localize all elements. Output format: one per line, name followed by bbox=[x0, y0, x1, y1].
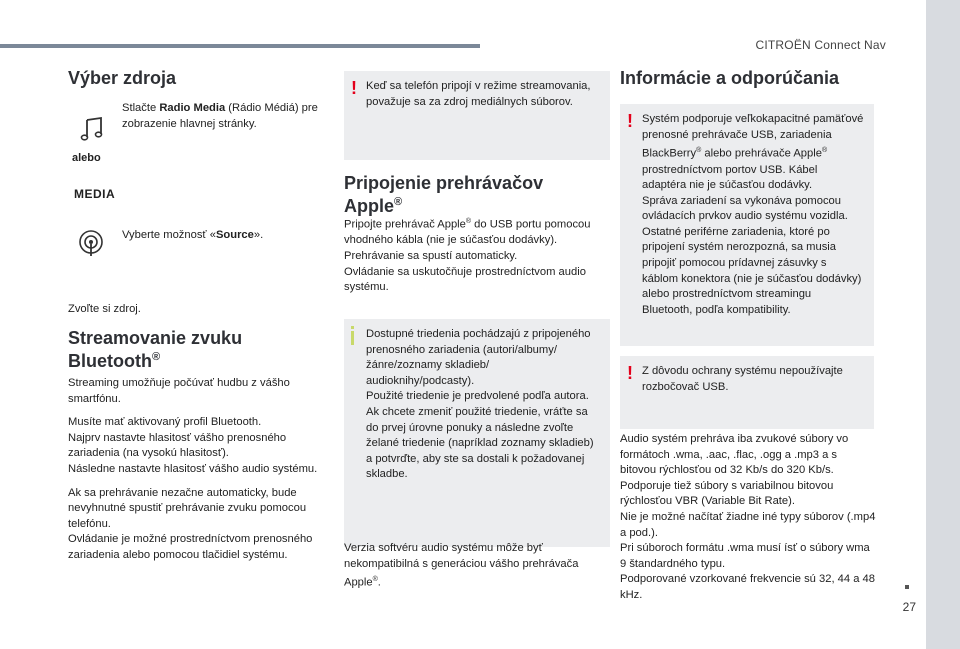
apple-body bbox=[344, 214, 594, 304]
apple-p1-sup: ® bbox=[465, 218, 472, 225]
apple-paragraph bbox=[344, 214, 594, 296]
page-edge-strip bbox=[926, 0, 960, 649]
radio-media-label: Radio Media bbox=[159, 102, 226, 114]
section-title-source: Výber zdroja bbox=[68, 68, 177, 88]
footer-b: . bbox=[377, 576, 381, 589]
bt-paragraph-3: Ak sa prehrávanie nezačne automaticky, bude nevyhnutné spustiť prehrávanie zvuku pomocou telefónu. Ovládanie je možné prostredníctvom prenosného zariadenia alebo pomocou tlačidiel systému. bbox=[68, 486, 313, 561]
footer-sup: ® bbox=[372, 576, 378, 584]
apple-title-line2: Apple bbox=[344, 196, 395, 216]
warning-hub-text: Z dôvodu ochrany systému nepoužívajte rozbočovač USB. bbox=[642, 365, 843, 393]
warning-box-hub bbox=[620, 356, 874, 429]
warning-box-streaming bbox=[344, 71, 610, 160]
source-broadcast-icon bbox=[76, 228, 106, 258]
bt-title-sup: ® bbox=[151, 351, 161, 363]
header-rule bbox=[0, 44, 480, 48]
footer-a: Verzia softvéru audio systému môže byť nekompatibilná s generáciou vášho prehrávača Apple bbox=[344, 542, 579, 589]
section-title-bluetooth bbox=[68, 329, 328, 371]
warn1-sup2: ® bbox=[821, 147, 828, 155]
page-number: 27 bbox=[902, 600, 916, 614]
step1-post: (Rádio Médiá) pre zobrazenie hlavnej stránky. bbox=[122, 102, 318, 130]
section-title-apple bbox=[344, 174, 594, 216]
alebo-label: alebo bbox=[72, 152, 101, 164]
step1-pre: Stlačte bbox=[122, 102, 160, 114]
section-title-info: Informácie a odporúčania bbox=[620, 68, 840, 88]
exclamation-icon: ! bbox=[627, 363, 633, 383]
music-note-icon bbox=[78, 114, 108, 144]
bt-title-line2: Bluetooth bbox=[68, 351, 152, 371]
warning-streaming-text: Keď sa telefón pripojí v režime streamovania, považuje sa za zdroj mediálnych súborov. bbox=[366, 80, 591, 108]
warning-box-usb bbox=[620, 104, 874, 346]
apple-p1b: do USB portu pomocou vhodného kábla (nie je súčasťou dodávky). Prehrávanie sa spustí automaticky. Ovládanie sa uskutočňuje prostredníctvom audio systému. bbox=[344, 218, 591, 294]
formats-body bbox=[620, 432, 876, 612]
source-label: Source bbox=[215, 229, 254, 241]
step-source bbox=[122, 228, 322, 244]
page-marker bbox=[905, 585, 909, 589]
bt-paragraph-1: Streaming umožňuje počúvať hudbu z vášho smartfónu. bbox=[68, 377, 290, 405]
step2-post: ». bbox=[253, 229, 264, 241]
apple-footer-text bbox=[344, 541, 600, 592]
warn1c: prostredníctvom portov USB. Kábel adaptéra nie je súčasťou dodávky. Správa zariadení sa vykonáva pomocou ovládacích prvkov audio systému vozidla. Ostatné periférne zariadenia, ktoré po pripojení systém nerozpozná, sa musia pripojiť pomocou prídavnej zásuvky s káblom konektora (nie je súčasťou dodávky) alebo prostredníctvom streamingu Bluetooth, podľa kompatibility. bbox=[642, 163, 862, 316]
step2-pre: Vyberte možnosť « bbox=[122, 229, 216, 241]
apple-p1a: Pripojte prehrávač Apple bbox=[344, 218, 466, 231]
bluetooth-body bbox=[68, 376, 330, 572]
apple-title-sup: ® bbox=[394, 196, 403, 208]
warning-usb-text bbox=[642, 112, 864, 318]
choose-source-text: Zvoľte si zdroj. bbox=[68, 303, 141, 315]
apple-title-line1: Pripojenie prehrávačov bbox=[344, 173, 544, 193]
brand-label: CITROËN Connect Nav bbox=[755, 38, 886, 52]
bt-paragraph-2: Musíte mať aktivovaný profil Bluetooth. Najprv nastavte hlasitosť vášho prenosného zariadenia (na vysokú hlasitosť). Následne nastavte hlasitosť vášho audio systému. bbox=[68, 416, 318, 475]
info-box-sorting bbox=[344, 319, 610, 547]
formats-paragraph: Audio systém prehráva iba zvukové súbory vo formátoch .wma, .aac, .flac, .ogg a .mp3 a s bitovou rýchlosťou od 32 Kb/s do 320 Kb/s. Podporuje tiež súbory s variabilnou bitovou rýchlosťou VBR (Variable Bit Rate). Nie je možné načítať žiadne iné typy súborov (.mp4 a pod.). Pri súboroch formátu .wma musí ísť o súbory wma 9 štandardného typu. Podporované vzorkované frekvencie sú 32, 44 a 48 kHz. bbox=[620, 433, 876, 601]
bt-title-line1: Streamovanie zvuku bbox=[68, 328, 243, 348]
step-radio-media bbox=[122, 101, 322, 132]
info-icon bbox=[351, 331, 354, 345]
media-label: MEDIA bbox=[74, 187, 116, 201]
exclamation-icon: ! bbox=[627, 111, 633, 131]
info-sorting-text: Dostupné triedenia pochádzajú z pripojeného prenosného zariadenia (autori/albumy/žánre/zoznamy skladieb/ audioknihy/podcasty). Použité triedenie je predvolené podľa autora. Ak chcete zmeniť použité triedenie, vráťte sa do prvej úrovne ponuky a následne zvoľte želané triedenie (napríklad zoznamy skladieb) a potvrďte, aby ste sa dostali k požadovanej skladbe. bbox=[366, 328, 594, 481]
warn1a: Systém podporuje veľkokapacitné pamäťové prenosné prehrávače USB, zariadenia BlackBerry bbox=[642, 113, 864, 160]
warn1-sup1: ® bbox=[696, 147, 702, 155]
exclamation-icon: ! bbox=[351, 78, 357, 98]
warn1b: alebo prehrávače Apple bbox=[701, 147, 822, 160]
